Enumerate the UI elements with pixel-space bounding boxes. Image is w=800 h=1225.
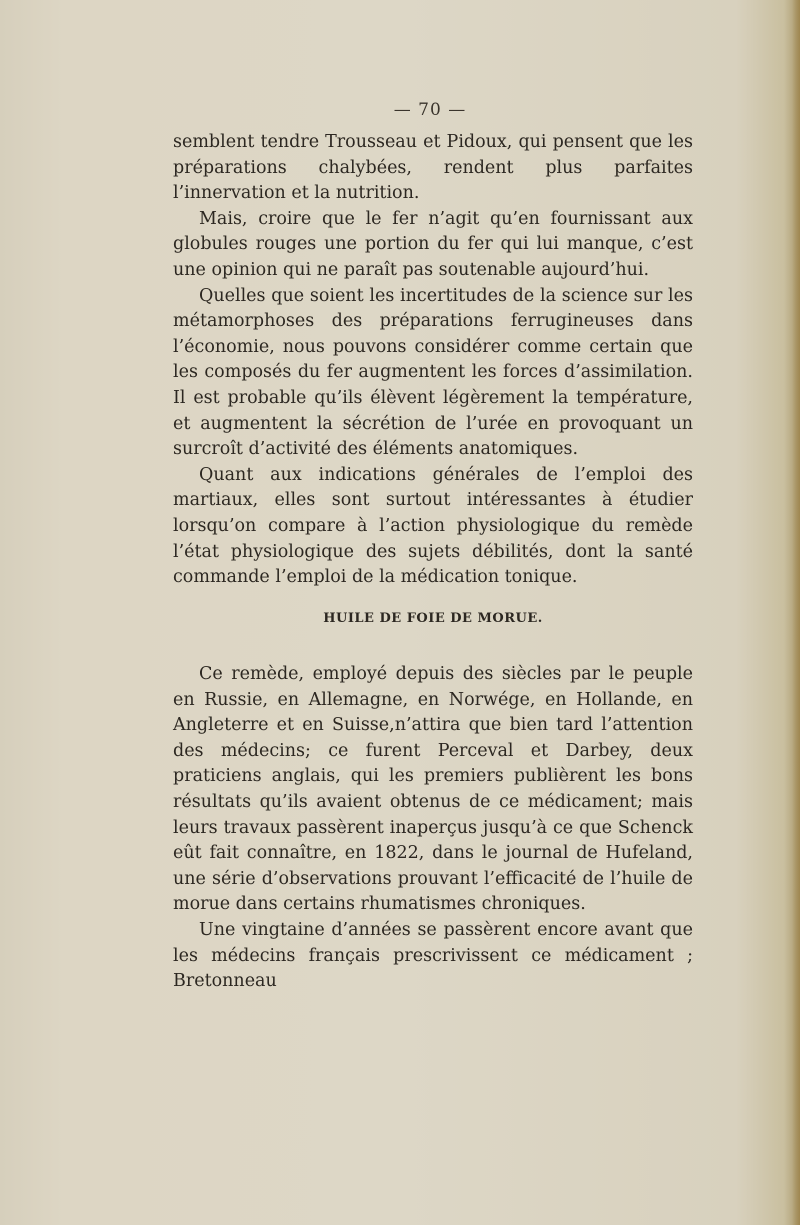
section-heading: HUILE DE FOIE DE MORUE. — [323, 611, 543, 626]
paragraph-5: Ce remède, employé depuis des siècles par le peuple en Russie, en Allemagne, en Norwége, en Hollande, en Angleterre et en Suisse,n’attira que bien tard l’attention des médecins; ce furent Perceval et Darbey, deux praticiens anglais, qui les premiers publièrent les bons résultats qu’ils avaient obtenus de ce médicament; mais leurs travaux passèrent inaperçus jusqu’à ce que Schenck eût fait connaître, en 1822, dans le journal de Hufeland, une série d’observations prouvant l’efficacité de l’huile de morue dans certains rhumatismes chroniques. — [173, 664, 693, 915]
page-number: — 70 — — [393, 100, 467, 120]
paragraph-4: Quant aux indications générales de l’emploi des martiaux, elles sont surtout intéressantes à étudier lorsqu’on compare à l’action physiologique du remède l’état physiologique des sujets débilités, dont la santé commande l’emploi de la médication tonique. — [173, 464, 693, 588]
page-edge-shadow — [792, 0, 800, 1225]
body-text-top — [173, 130, 693, 591]
paragraph-6: Une vingtaine d’années se passèrent encore avant que les médecins français prescrivissent ce médicament ; Bretonneau — [173, 919, 693, 992]
paragraph-2: Mais, croire que le fer n’agit qu’en fournissant aux globules rouges une portion du fer qui lui manque, c’est une opinion qui ne paraît pas soutenable aujourd’hui. — [173, 208, 693, 280]
paragraph-3: Quelles que soient les incertitudes de la science sur les métamorphoses des préparations ferrugineuses dans l’économie, nous pouvons considérer comme certain que les composés du fer augmentent les forces d’assimilation. Il est probable qu’ils élèvent légèrement la température, et augmentent la sécrétion de l’urée en provoquant un surcroît d’activité des éléments anatomiques. — [173, 285, 693, 460]
paragraph-1: semblent tendre Trousseau et Pidoux, qui pensent que les préparations chalybées, rendent plus parfaites l’innervation et la nutrition. — [173, 132, 693, 204]
body-text-bottom — [173, 662, 693, 995]
